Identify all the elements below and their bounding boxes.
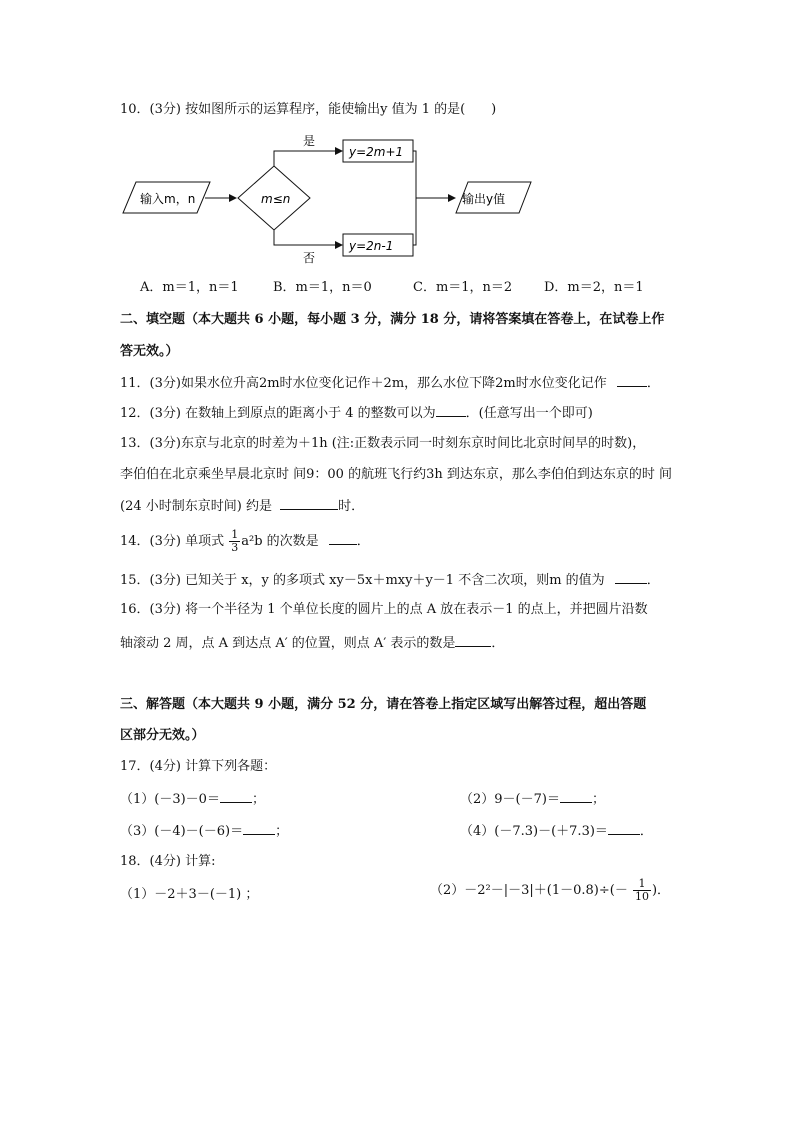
q14-answer-blank bbox=[329, 531, 357, 545]
q15-text: 15．(3分) 已知关于 x，y 的多项式 xy－5x＋mxy＋y－1 不含二次项，则m 的值为 bbox=[120, 573, 605, 588]
q13-line1: 13．(3分)东京与北京的时差为＋1h (注:正数表示同一时刻东京时间比北京时间早的时数)， bbox=[120, 436, 646, 451]
q17-p4-text: （4）(－7.3)－(＋7.3)＝ bbox=[460, 824, 608, 839]
top-process-text: y=2m+1 bbox=[349, 145, 404, 159]
q12-answer-blank bbox=[436, 403, 466, 417]
q15-period: ． bbox=[646, 573, 660, 588]
q17-part1 bbox=[120, 789, 265, 809]
q18-frac-den: 10 bbox=[634, 890, 649, 903]
flowchart bbox=[0, 128, 794, 288]
q12 bbox=[120, 403, 593, 423]
q11 bbox=[120, 373, 660, 393]
q14-pre: 14．(3分) 单项式 bbox=[120, 534, 225, 549]
q14 bbox=[120, 529, 370, 554]
decision-text: m≤n bbox=[261, 192, 291, 206]
q18-fraction bbox=[633, 878, 651, 903]
q17-part2 bbox=[460, 789, 605, 809]
q18-part2 bbox=[430, 878, 670, 903]
q11-period: ． bbox=[646, 376, 660, 391]
q14-fraction bbox=[229, 529, 240, 554]
option-a: A．m＝1，n＝1 bbox=[140, 280, 239, 295]
q14-post: a²b 的次数是 bbox=[241, 534, 319, 549]
q17-p1-blank bbox=[220, 789, 252, 803]
output-text: 输出y值 bbox=[462, 192, 506, 206]
q15 bbox=[120, 570, 660, 590]
q17-p4-period: ． bbox=[639, 824, 653, 839]
q17-p1-semicolon: ； bbox=[251, 792, 265, 807]
section2-heading-line1: 二、填空题（本大题共 6 小题，每小题 3 分，满分 18 分，请将答案填在答卷上，在试卷上作 bbox=[120, 312, 665, 327]
q15-answer-blank bbox=[615, 570, 647, 584]
option-b: B．m＝1，n＝0 bbox=[273, 280, 372, 295]
q18-part1: （1）－2＋3－(－1) ； bbox=[120, 887, 259, 902]
q12-text: 12．(3分) 在数轴上到原点的距离小于 4 的整数可以为 bbox=[120, 406, 436, 421]
q16-period: ． bbox=[491, 636, 505, 651]
section2-heading-line2: 答无效。） bbox=[120, 344, 179, 359]
q17-part4 bbox=[460, 821, 653, 841]
q17-p3-semicolon: ； bbox=[275, 824, 289, 839]
option-c: C．m＝1，n＝2 bbox=[413, 280, 513, 295]
q12-tail: ．(任意写出一个即可) bbox=[465, 406, 593, 421]
q17-p2-text: （2）9－(－7)＝ bbox=[460, 792, 560, 807]
section3-heading-line1: 三、解答题（本大题共 9 小题，满分 52 分，请在答卷上指定区域写出解答过程，超出答题 bbox=[120, 697, 647, 712]
q18-frac-num: 1 bbox=[633, 878, 651, 891]
q16-answer-blank bbox=[455, 633, 491, 647]
q17-p4-blank bbox=[608, 821, 640, 835]
q11-text: 11．(3分)如果水位升高2m时水位变化记作＋2m，那么水位下降2m时水位变化记作 bbox=[120, 376, 607, 391]
q16-line1: 16．(3分) 将一个半径为 1 个单位长度的圆片上的点 A 放在表示－1 的点上，并把圆片沿数 bbox=[120, 602, 648, 617]
q17-p3-blank bbox=[243, 821, 275, 835]
option-d: D．m＝2，n＝1 bbox=[544, 280, 644, 295]
q13-line2: 李伯伯在北京乘坐早晨北京时 间9：00 的航班飞行约3h 到达东京，那么李伯伯到达东京的时 间 bbox=[120, 467, 672, 482]
q17-p2-blank bbox=[560, 789, 592, 803]
q16-line2-text: 轴滚动 2 周，点 A 到达点 A′ 的位置，则点 A′ 表示的数是 bbox=[120, 636, 456, 651]
q17-stem: 17．(4分) 计算下列各题： bbox=[120, 759, 277, 774]
q14-frac-num: 1 bbox=[231, 528, 239, 541]
input-text: 输入m，n bbox=[140, 192, 196, 206]
q13-line3 bbox=[120, 496, 364, 516]
q14-period: ． bbox=[356, 534, 370, 549]
bottom-process-text: y=2n-1 bbox=[349, 239, 394, 253]
q13-answer-blank bbox=[280, 496, 338, 510]
q13-line3-tail: 时． bbox=[338, 499, 365, 514]
section3-heading-line2: 区部分无效。） bbox=[120, 728, 205, 743]
q14-frac-den: 3 bbox=[231, 541, 239, 554]
q13-line3-text: (24 小时制东京时间) 约是 bbox=[120, 499, 272, 514]
q17-part3 bbox=[120, 821, 288, 841]
no-label: 否 bbox=[303, 251, 316, 265]
q10-stem: 10．(3分) 按如图所示的运算程序，能使输出y 值为 1 的是( ) bbox=[120, 102, 497, 117]
q18-p2-pre: （2）－2²－|－3|＋(1－0.8)÷(－ bbox=[430, 883, 628, 898]
q17-p3-text: （3）(－4)－(－6)＝ bbox=[120, 824, 244, 839]
q17-p2-semicolon: ； bbox=[591, 792, 605, 807]
q18-stem: 18．(4分) 计算: bbox=[120, 854, 216, 869]
q18-p2-post: )． bbox=[651, 883, 671, 898]
q16-line2 bbox=[120, 633, 504, 653]
q17-p1-text: （1）(－3)－0＝ bbox=[120, 792, 220, 807]
q11-answer-blank bbox=[617, 373, 647, 387]
yes-label: 是 bbox=[303, 134, 316, 148]
